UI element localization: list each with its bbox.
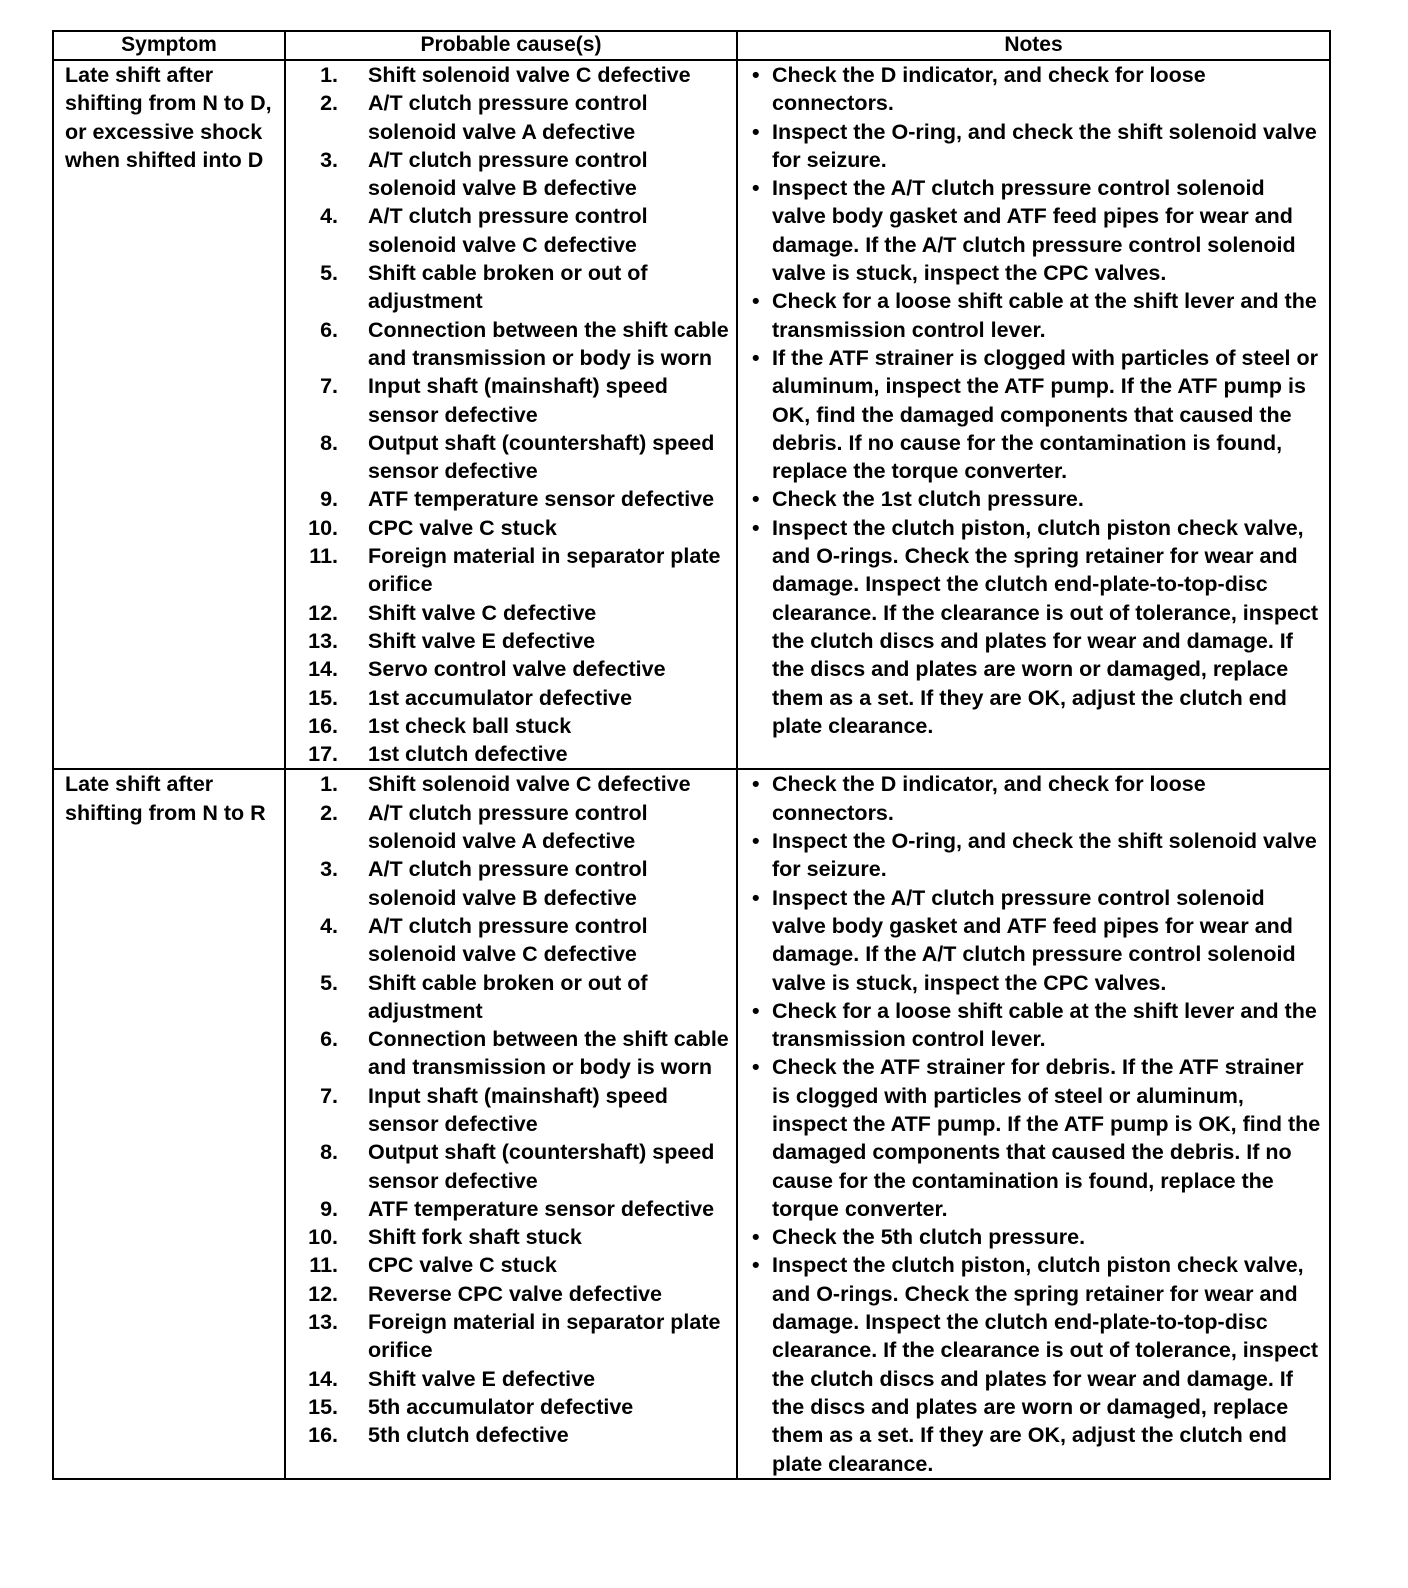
- cause-number: 7.: [320, 374, 338, 399]
- cause-number: 11.: [309, 544, 338, 569]
- cause-number: 13.: [308, 1310, 338, 1335]
- cause-item: [286, 799, 730, 856]
- cause-number: 9.: [320, 487, 338, 512]
- note-text: If the ATF strainer is clogged with particles of steel or aluminum, inspect the ATF pump. If the ATF pump is OK, find the damaged components that caused the debris. If no cause for the contamination is found, replace the torque converter.: [772, 345, 1318, 484]
- note-text: Inspect the O-ring, and check the shift solenoid valve for seizure.: [772, 829, 1317, 882]
- cause-item: [286, 429, 730, 486]
- cause-text: Shift valve E defective: [368, 1366, 596, 1391]
- cause-number: 5.: [320, 261, 338, 286]
- cause-item: [286, 514, 730, 542]
- note-item: [752, 1223, 1321, 1251]
- cause-number: 7.: [320, 1083, 338, 1108]
- cause-item: [286, 259, 730, 316]
- cause-item: [286, 1138, 730, 1195]
- cause-text: Shift cable broken or out of adjustment: [368, 970, 648, 1023]
- cause-item: [286, 146, 730, 203]
- cause-item: [286, 912, 730, 969]
- note-text: Inspect the A/T clutch pressure control solenoid valve body gasket and ATF feed pipes for wear and damage. If the A/T clutch pressure control solenoid valve is stuck, inspect the CPC valves.: [772, 176, 1296, 286]
- cause-number: 2.: [320, 800, 338, 825]
- header-row: [53, 31, 1330, 60]
- cause-text: Output shaft (countershaft) speed sensor defective: [368, 1140, 715, 1193]
- note-text: Check for a loose shift cable at the shift lever and the transmission control lever.: [772, 289, 1317, 342]
- cause-text: 1st clutch defective: [368, 742, 568, 767]
- cause-item: [286, 542, 730, 599]
- bullet-icon: •: [752, 1253, 760, 1278]
- cause-text: ATF temperature sensor defective: [368, 487, 715, 512]
- header-probable-causes: Probable cause(s): [285, 31, 737, 60]
- cause-text: CPC valve C stuck: [368, 515, 557, 540]
- cause-list: [286, 770, 730, 1449]
- causes-cell: [285, 769, 737, 1478]
- cause-text: A/T clutch pressure control solenoid valve B defective: [368, 857, 648, 910]
- note-item: [752, 514, 1321, 740]
- cause-text: Reverse CPC valve defective: [368, 1281, 663, 1306]
- cause-item: [286, 855, 730, 912]
- cause-text: A/T clutch pressure control solenoid valve A defective: [368, 800, 648, 854]
- bullet-icon: •: [752, 487, 760, 512]
- symptom-cell: Late shift after shifting from N to R: [53, 769, 285, 1478]
- cause-item: [286, 1280, 730, 1308]
- cause-item: [286, 1251, 730, 1279]
- bullet-icon: •: [752, 63, 760, 87]
- cause-text: A/T clutch pressure control solenoid valve A defective: [368, 91, 648, 144]
- cause-number: 15.: [308, 1394, 338, 1419]
- cause-item: [286, 770, 730, 798]
- note-text: Inspect the clutch piston, clutch piston check valve, and O-rings. Check the spring retainer for wear and damage. Inspect the clutch end-plate-to-top-disc clearance. If the clearance is out of tolerance, inspect the clutch discs and plates for wear and damage. If the discs and plates are worn or damaged, replace them as a set. If they are OK, adjust the clutch end plate clearance.: [772, 515, 1319, 738]
- cause-number: 15.: [308, 685, 338, 710]
- cause-item: [286, 1082, 730, 1139]
- note-text: Check the 1st clutch pressure.: [772, 487, 1084, 512]
- cause-item: [286, 1365, 730, 1393]
- cause-number: 1.: [320, 772, 338, 797]
- cause-item: [286, 655, 730, 683]
- bullet-icon: •: [752, 1055, 760, 1080]
- cause-item: [286, 740, 730, 768]
- cause-text: CPC valve C stuck: [368, 1253, 557, 1278]
- header-symptom: Symptom: [53, 31, 285, 60]
- cause-item: [286, 1223, 730, 1251]
- note-item: [752, 884, 1321, 997]
- cause-text: Servo control valve defective: [368, 657, 666, 682]
- bullet-icon: •: [752, 345, 760, 370]
- note-list: [752, 770, 1321, 1477]
- cause-text: Output shaft (countershaft) speed sensor defective: [368, 430, 715, 484]
- bullet-icon: •: [752, 515, 760, 540]
- note-item: [752, 287, 1321, 344]
- cause-text: Input shaft (mainshaft) speed sensor defective: [368, 1083, 668, 1136]
- cause-item: [286, 202, 730, 259]
- note-text: Inspect the clutch piston, clutch piston check valve, and O-rings. Check the spring retainer for wear and damage. Inspect the clutch end-plate-to-top-disc clearance. If the clearance is out of tolerance, inspect the clutch discs and plates for wear and damage. If the discs and plates are worn or damaged, replace them as a set. If they are OK, adjust the clutch end plate clearance.: [772, 1253, 1319, 1476]
- cause-text: Input shaft (mainshaft) speed sensor defective: [368, 374, 668, 427]
- cause-text: Shift fork shaft stuck: [368, 1225, 582, 1250]
- cause-item: [286, 89, 730, 146]
- note-text: Inspect the O-ring, and check the shift solenoid valve for seizure.: [772, 119, 1317, 172]
- note-item: [752, 174, 1321, 287]
- cause-number: 10.: [308, 515, 338, 540]
- note-text: Check the 5th clutch pressure.: [772, 1225, 1086, 1250]
- cause-text: Connection between the shift cable and transmission or body is worn: [368, 317, 729, 370]
- cause-number: 13.: [308, 628, 338, 653]
- bullet-icon: •: [752, 119, 760, 144]
- cause-number: 1.: [320, 63, 338, 87]
- note-item: [752, 485, 1321, 513]
- cause-item: [286, 1025, 730, 1082]
- bullet-icon: •: [752, 829, 760, 854]
- cause-text: Shift cable broken or out of adjustment: [368, 261, 648, 314]
- cause-number: 16.: [308, 713, 338, 738]
- bullet-icon: •: [752, 885, 760, 910]
- note-item: [752, 770, 1321, 827]
- cause-number: 4.: [320, 204, 338, 229]
- cause-text: 5th accumulator defective: [368, 1394, 634, 1419]
- cause-number: 8.: [320, 430, 338, 455]
- cause-text: 1st check ball stuck: [368, 713, 572, 738]
- note-text: Check the D indicator, and check for loose connectors.: [772, 772, 1206, 825]
- cause-item: [286, 684, 730, 712]
- cause-list: [286, 61, 730, 768]
- cause-text: ATF temperature sensor defective: [368, 1196, 715, 1221]
- cause-number: 2.: [320, 91, 338, 116]
- cause-text: 1st accumulator defective: [368, 685, 633, 710]
- note-item: [752, 61, 1321, 118]
- cause-text: Shift valve E defective: [368, 628, 596, 653]
- cause-item: [286, 1421, 730, 1449]
- cause-text: Shift solenoid valve C defective: [368, 772, 691, 797]
- bullet-icon: •: [752, 176, 760, 201]
- notes-cell: [737, 60, 1330, 769]
- cause-number: 8.: [320, 1140, 338, 1165]
- cause-number: 11.: [309, 1253, 338, 1278]
- cause-item: [286, 485, 730, 513]
- note-item: [752, 1053, 1321, 1223]
- cause-number: 5.: [320, 970, 338, 995]
- troubleshooting-table: [52, 30, 1331, 1480]
- cause-number: 12.: [308, 1281, 338, 1306]
- cause-item: [286, 1308, 730, 1365]
- bullet-icon: •: [752, 772, 760, 797]
- causes-cell: [285, 60, 737, 769]
- cause-item: [286, 1195, 730, 1223]
- table-row: [53, 769, 1330, 1478]
- bullet-icon: •: [752, 998, 760, 1023]
- cause-text: A/T clutch pressure control solenoid valve C defective: [368, 204, 648, 257]
- symptom-cell: Late shift after shifting from N to D, or excessive shock when shifted into D: [53, 60, 285, 769]
- cause-text: Connection between the shift cable and transmission or body is worn: [368, 1027, 729, 1080]
- cause-text: Shift solenoid valve C defective: [368, 63, 691, 87]
- note-text: Check the D indicator, and check for loose connectors.: [772, 63, 1206, 116]
- table-row: [53, 60, 1330, 769]
- bullet-icon: •: [752, 1225, 760, 1250]
- note-item: [752, 827, 1321, 884]
- cause-number: 6.: [320, 1027, 338, 1052]
- cause-number: 12.: [308, 600, 338, 625]
- cause-number: 17.: [308, 742, 338, 767]
- note-list: [752, 61, 1321, 740]
- cause-item: [286, 712, 730, 740]
- cause-number: 9.: [320, 1196, 338, 1221]
- cause-item: [286, 627, 730, 655]
- cause-item: [286, 316, 730, 373]
- cause-number: 14.: [308, 1366, 338, 1391]
- cause-text: Shift valve C defective: [368, 600, 597, 625]
- cause-number: 10.: [308, 1225, 338, 1250]
- cause-number: 4.: [320, 913, 338, 938]
- cause-item: [286, 61, 730, 89]
- note-text: Check the ATF strainer for debris. If the ATF strainer is clogged with particles of steel or aluminum, inspect the ATF pump. If the ATF pump is OK, find the damaged components that caused the debris. If no cause for the contamination is found, replace the torque converter.: [772, 1055, 1321, 1221]
- cause-item: [286, 1393, 730, 1421]
- bullet-icon: •: [752, 289, 760, 314]
- cause-number: 3.: [320, 857, 338, 882]
- cause-text: A/T clutch pressure control solenoid valve B defective: [368, 147, 648, 201]
- cause-text: A/T clutch pressure control solenoid valve C defective: [368, 913, 648, 967]
- note-item: [752, 118, 1321, 175]
- header-notes: Notes: [737, 31, 1330, 60]
- cause-item: [286, 969, 730, 1026]
- cause-text: Foreign material in separator plate orifice: [368, 1310, 721, 1363]
- cause-text: Foreign material in separator plate orifice: [368, 544, 721, 597]
- cause-number: 3.: [320, 147, 338, 172]
- cause-number: 16.: [308, 1423, 338, 1448]
- cause-number: 6.: [320, 317, 338, 342]
- cause-item: [286, 599, 730, 627]
- cause-item: [286, 372, 730, 429]
- note-item: [752, 344, 1321, 485]
- notes-cell: [737, 769, 1330, 1478]
- note-text: Check for a loose shift cable at the shift lever and the transmission control lever.: [772, 998, 1317, 1052]
- note-text: Inspect the A/T clutch pressure control solenoid valve body gasket and ATF feed pipes for wear and damage. If the A/T clutch pressure control solenoid valve is stuck, inspect the CPC valves.: [772, 885, 1296, 995]
- cause-text: 5th clutch defective: [368, 1423, 569, 1448]
- note-item: [752, 1251, 1321, 1477]
- note-item: [752, 997, 1321, 1054]
- cause-number: 14.: [308, 657, 338, 682]
